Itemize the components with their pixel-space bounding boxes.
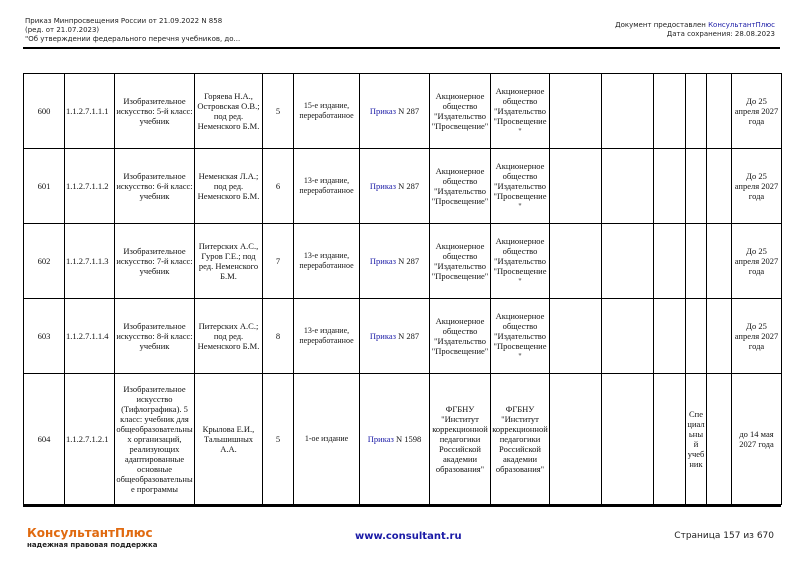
header-line: (ред. от 21.07.2023): [25, 26, 100, 34]
document-header-title: [25, 17, 240, 44]
org1-cell: Акционерное общество "Издательство "Просвещение": [430, 224, 491, 299]
title-cell: Изобразительное искусство: 6-й класс: учебник: [115, 149, 195, 224]
special-cell: [686, 224, 707, 299]
org2-cell: Акционерное общество "Издательство "Просвещение": [491, 224, 550, 299]
title-cell: Изобразительное искусство: 5-й класс: учебник: [115, 74, 195, 149]
edition-cell: 13-е издание, переработанное: [294, 299, 360, 374]
grade-cell: 6: [263, 149, 294, 224]
special-cell: [686, 299, 707, 374]
header-line: "Об утверждении федерального перечня учебников, до...: [25, 35, 241, 43]
special-cell: [686, 149, 707, 224]
edition-cell: 15-е издание, переработанное: [294, 74, 360, 149]
org2-cell: Акционерное общество "Издательство "Просвещение": [491, 74, 550, 149]
document-header-info: [615, 21, 775, 39]
org1-cell: Акционерное общество "Издательство "Просвещение": [430, 299, 491, 374]
empty-cell: [654, 299, 686, 374]
empty-cell: [654, 149, 686, 224]
title-cell: Изобразительное искусство: 7-й класс: учебник: [115, 224, 195, 299]
org2-cell: Акционерное общество "Издательство "Просвещение": [491, 299, 550, 374]
grade-cell: 5: [263, 74, 294, 149]
order-number: N 287: [395, 331, 420, 341]
empty-cell: [550, 299, 602, 374]
order-cell: [360, 74, 430, 149]
empty-cell: [602, 74, 654, 149]
edition-cell: 13-е издание, переработанное: [294, 149, 360, 224]
num-cell: 600: [24, 74, 65, 149]
order-number: N 287: [395, 256, 420, 266]
table-row: [24, 374, 782, 505]
order-number: N 287: [395, 181, 420, 191]
order-link[interactable]: Приказ: [369, 256, 396, 266]
authors-cell: Питерских А.С., Гуров Г.Е.; под ред. Неменского Б.М.: [195, 224, 263, 299]
empty-cell: [654, 224, 686, 299]
org1-cell: Акционерное общество "Издательство "Просвещение": [430, 74, 491, 149]
org2-cell: Акционерное общество "Издательство "Просвещение": [491, 149, 550, 224]
title-cell: Изобразительное искусство: 8-й класс: учебник: [115, 299, 195, 374]
authors-cell: Горяева Н.А., Островская О.В.; под ред. Неменского Б.М.: [195, 74, 263, 149]
provided-label: Документ предоставлен: [615, 21, 709, 29]
authors-cell: Неменская Л.А.; под ред. Неменского Б.М.: [195, 149, 263, 224]
edition-cell: 1-ое издание: [294, 374, 360, 505]
empty-cell: [707, 149, 732, 224]
empty-cell: [602, 224, 654, 299]
num-cell: 603: [24, 299, 65, 374]
num-cell: 602: [24, 224, 65, 299]
header-divider: [23, 47, 780, 49]
page-number: Страница 157 из 670: [674, 531, 774, 541]
special-cell: [686, 74, 707, 149]
order-link[interactable]: Приказ: [369, 181, 396, 191]
title-cell: Изобразительное искусство (Тифлографика). 5 класс: учебник для общеобразовательных организаций, реализующих адаптированные основные общеобразовательные программы: [115, 374, 195, 505]
empty-cell: [654, 374, 686, 505]
authors-cell: Питерских А.С.; под ред. Неменского Б.М.: [195, 299, 263, 374]
order-link[interactable]: Приказ: [369, 331, 396, 341]
code-cell: 1.1.2.7.1.1.2: [65, 149, 115, 224]
org2-cell: ФГБНУ "Институт коррекционной педагогики Российской академии образования": [491, 374, 550, 505]
empty-cell: [707, 224, 732, 299]
until-cell: До 25 апреля 2027 года: [732, 299, 782, 374]
empty-cell: [707, 74, 732, 149]
order-cell: [360, 224, 430, 299]
consultant-logo: КонсультантПлюс: [27, 526, 153, 540]
authors-cell: Крылова Е.И., Тальшишных А.А.: [195, 374, 263, 505]
order-number: N 1598: [393, 434, 422, 444]
empty-cell: [707, 299, 732, 374]
empty-cell: [602, 374, 654, 505]
order-cell: [360, 149, 430, 224]
table-bottom-rule: [23, 505, 781, 507]
until-cell: до 14 мая 2027 года: [732, 374, 782, 505]
grade-cell: 5: [263, 374, 294, 505]
table-row: [24, 299, 782, 374]
textbook-table: [23, 73, 782, 505]
num-cell: 604: [24, 374, 65, 505]
until-cell: До 25 апреля 2027 года: [732, 74, 782, 149]
grade-cell: 7: [263, 224, 294, 299]
tagline: надежная правовая поддержка: [27, 541, 158, 549]
org1-cell: ФГБНУ "Институт коррекционной педагогики Российской академии образования": [430, 374, 491, 505]
empty-cell: [707, 374, 732, 505]
empty-cell: [602, 299, 654, 374]
code-cell: 1.1.2.7.1.1.4: [65, 299, 115, 374]
empty-cell: [550, 374, 602, 505]
until-cell: До 25 апреля 2027 года: [732, 149, 782, 224]
site-link[interactable]: www.consultant.ru: [355, 531, 462, 542]
footer-logo: [27, 526, 157, 549]
table-row: [24, 224, 782, 299]
order-link[interactable]: Приказ: [369, 106, 396, 116]
org1-cell: Акционерное общество "Издательство "Просвещение": [430, 149, 491, 224]
saved-date: Дата сохранения: 28.08.2023: [666, 30, 775, 38]
empty-cell: [654, 74, 686, 149]
empty-cell: [550, 149, 602, 224]
edition-cell: 13-е издание, переработанное: [294, 224, 360, 299]
code-cell: 1.1.2.7.1.1.1: [65, 74, 115, 149]
order-cell: [360, 374, 430, 505]
table-row: [24, 74, 782, 149]
header-line: Приказ Минпросвещения России от 21.09.2022 N 858: [25, 17, 223, 25]
order-number: N 287: [395, 106, 420, 116]
order-link[interactable]: Приказ: [367, 434, 394, 444]
empty-cell: [550, 224, 602, 299]
table-row: [24, 149, 782, 224]
order-cell: [360, 299, 430, 374]
special-cell: Специальный учебник: [686, 374, 707, 505]
grade-cell: 8: [263, 299, 294, 374]
code-cell: 1.1.2.7.1.2.1: [65, 374, 115, 505]
brand-link[interactable]: КонсультантПлюс: [708, 21, 775, 29]
code-cell: 1.1.2.7.1.1.3: [65, 224, 115, 299]
empty-cell: [602, 149, 654, 224]
until-cell: До 25 апреля 2027 года: [732, 224, 782, 299]
empty-cell: [550, 74, 602, 149]
num-cell: 601: [24, 149, 65, 224]
